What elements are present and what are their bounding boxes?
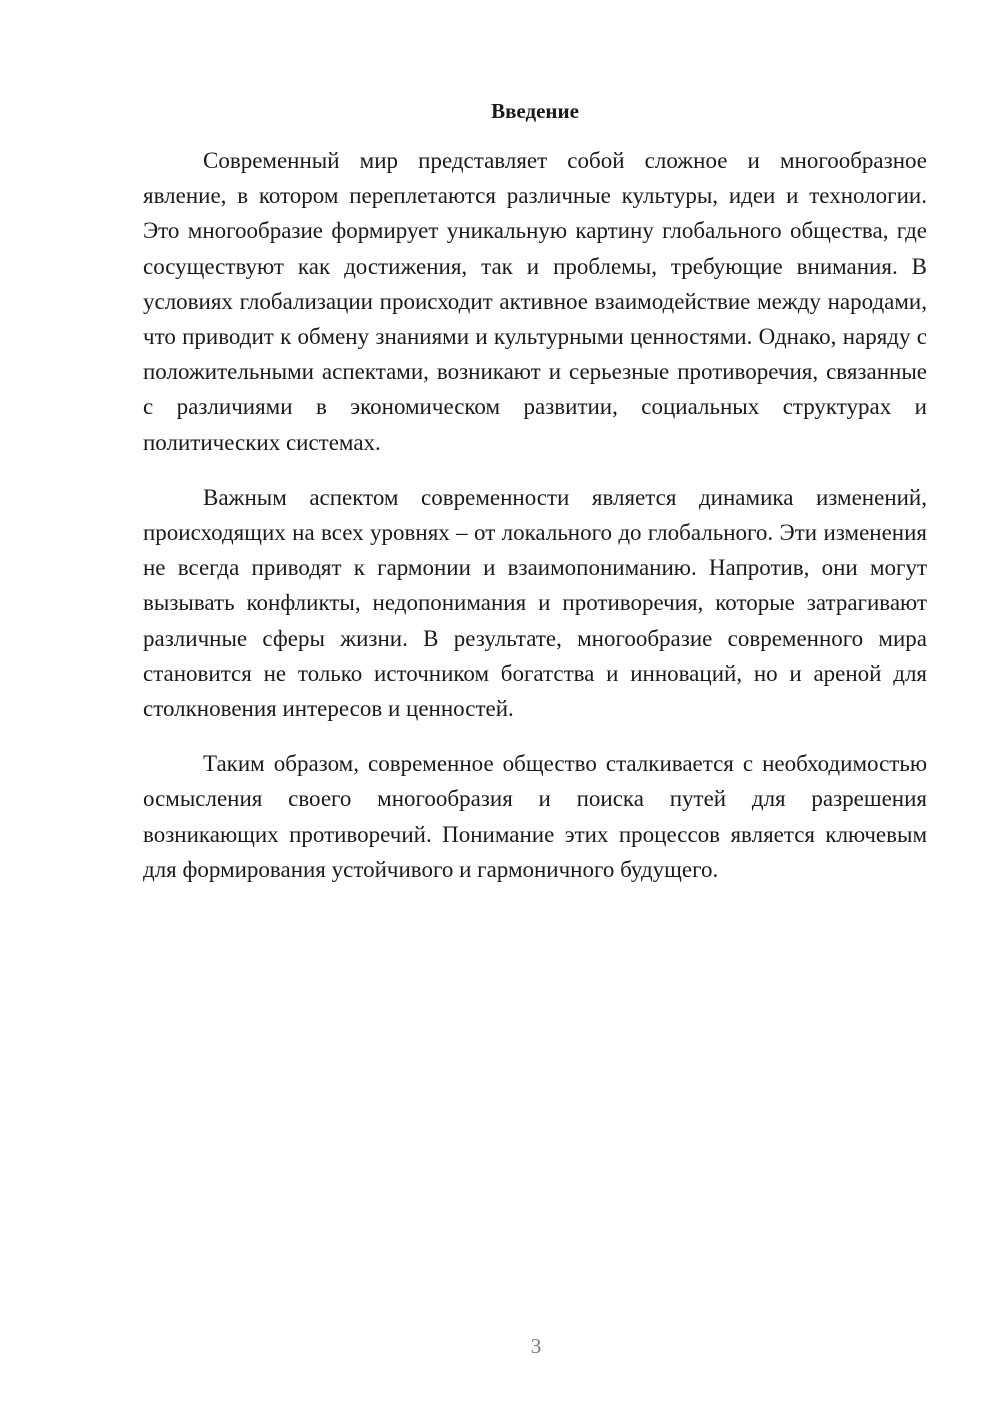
paragraph-1: Современный мир представляет собой сложное и многообразное явление, в котором переплетаются различные культуры, идеи и технологии. Это многообразие формирует уникальную картину глобального общества, где сосуществуют как достижения, так и проблемы, требующие внимания. В условиях глобализации происходит активное взаимодействие между народами, что приводит к обмену знаниями и культурными ценностями. Однако, наряду с положительными аспектами, возникают и серьезные противоречия, связанные с различиями в экономическом развитии, социальных структурах и политических системах.	[143, 148, 927, 455]
page-number: 3	[530, 1334, 542, 1358]
paragraph-3: Таким образом, современное общество сталкивается с необходимостью осмысления своего многообразия и поиска путей для разрешения возникающих противоречий. Понимание этих процессов является ключевым для формирования устойчивого и гармоничного будущего.	[143, 751, 927, 882]
body-text	[143, 143, 927, 907]
paragraph-2: Важным аспектом современности является динамика изменений, происходящих на всех уровнях – от локального до глобального. Эти изменения не всегда приводят к гармонии и взаимопониманию. Напротив, они могут вызывать конфликты, недопонимания и противоречия, которые затрагивают различные сферы жизни. В результате, многообразие современного мира становится не только источником богатства и инноваций, но и ареной для столкновения интересов и ценностей.	[143, 484, 927, 722]
section-title: Введение	[491, 99, 579, 123]
